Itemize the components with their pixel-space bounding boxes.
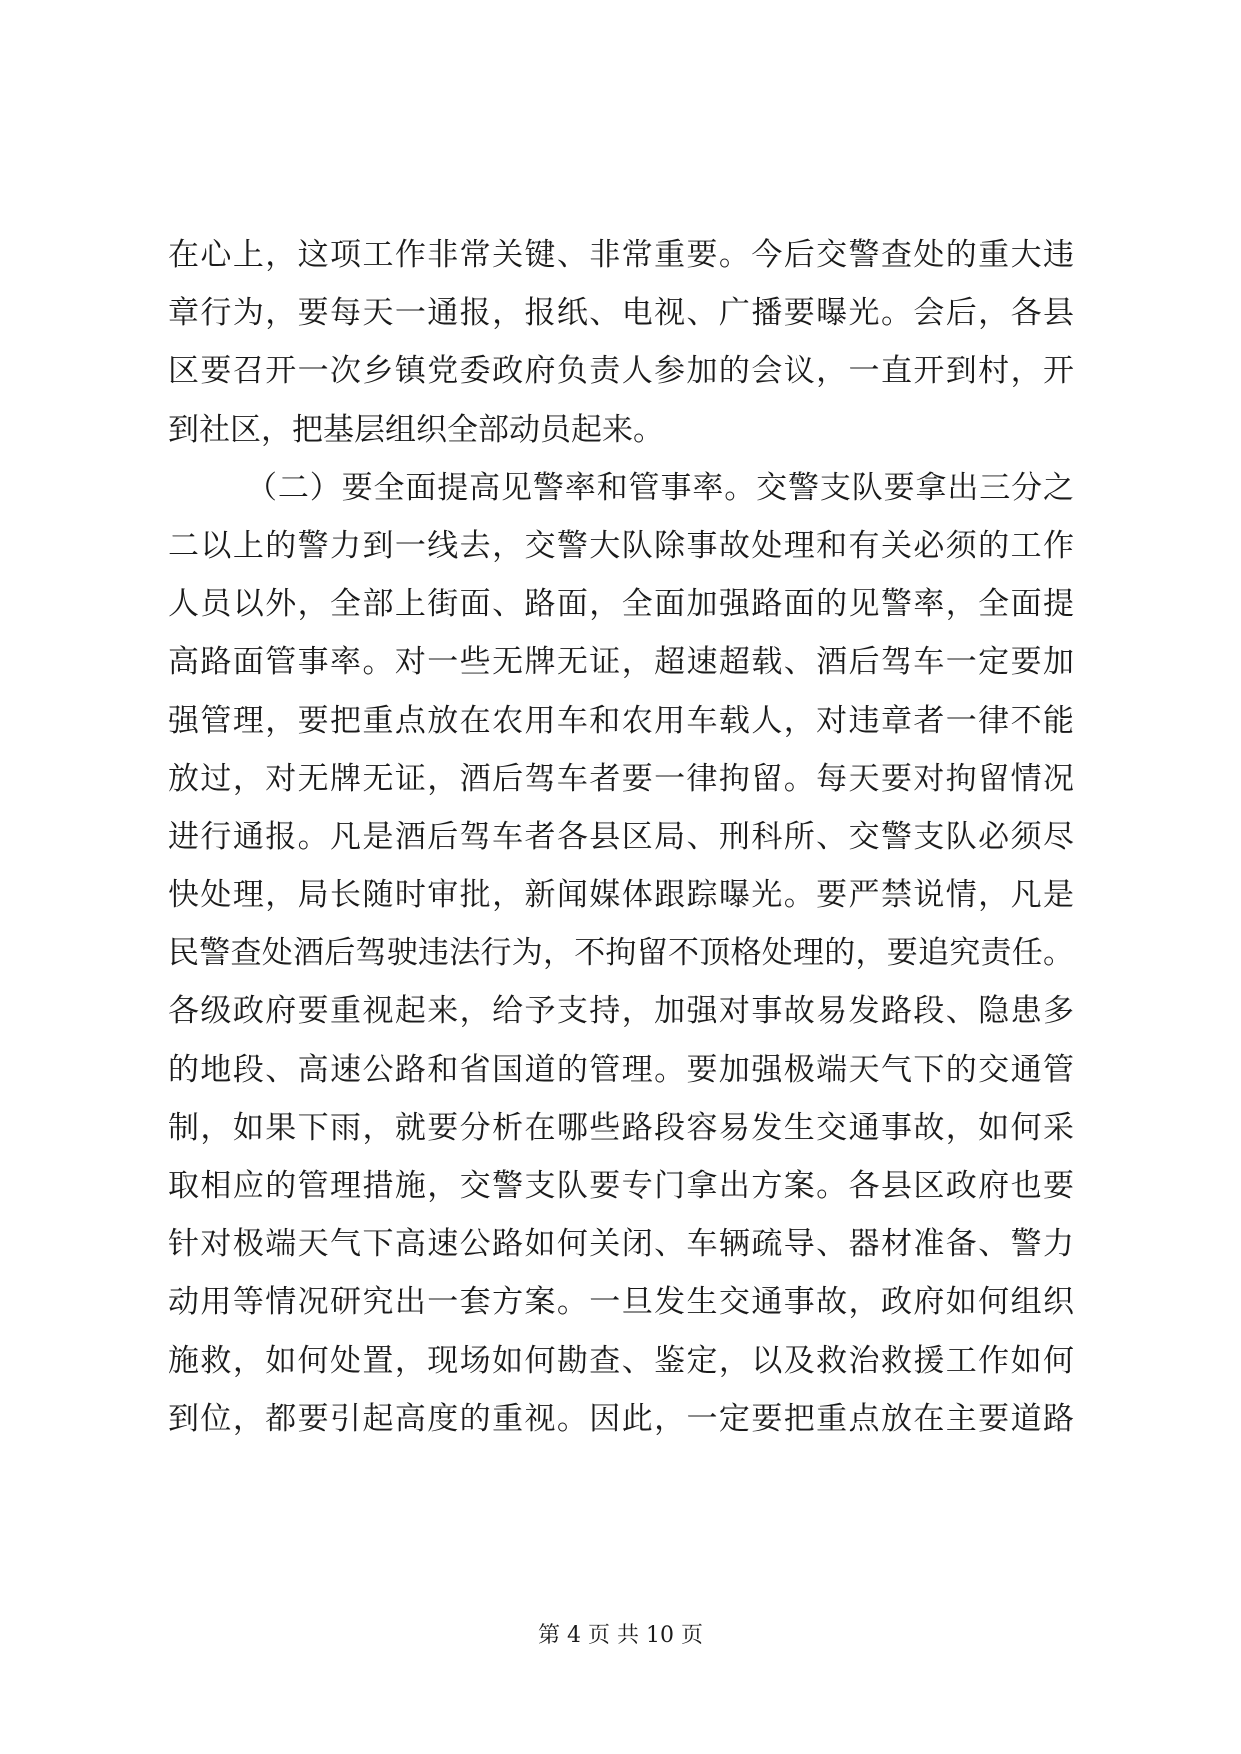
- text-line: 的地段、高速公路和省国道的管理。要加强极端天气下的交通管: [168, 1051, 1074, 1088]
- paragraph-2: [168, 459, 1074, 1448]
- text-line: 民警查处酒后驾驶违法行为，不拘留不顶格处理的，要追究责任。: [168, 935, 1074, 972]
- text-line: 各级政府要重视起来，给予支持，加强对事故易发路段、隐患多: [168, 993, 1074, 1030]
- text-line: 取相应的管理措施，交警支队要专门拿出方案。各县区政府也要: [168, 1168, 1074, 1204]
- text-line: 放过，对无牌无证，酒后驾车者要一律拘留。每天要对拘留情况: [168, 760, 1074, 797]
- document-body: [168, 226, 1074, 1448]
- text-line: 在心上，这项工作非常关键、非常重要。今后交警查处的重大违: [168, 237, 1074, 273]
- text-line: 到位，都要引起高度的重视。因此，一定要把重点放在主要道路: [168, 1400, 1074, 1437]
- text-line: 快处理，局长随时审批，新闻媒体跟踪曝光。要严禁说情，凡是: [168, 877, 1074, 914]
- text-line: （二）要全面提高见警率和管事率。交警支队要拿出三分之: [246, 469, 1074, 506]
- text-line: 人员以外，全部上街面、路面，全面加强路面的见警率，全面提: [168, 586, 1074, 623]
- text-line: 强管理，要把重点放在农用车和农用车载人，对违章者一律不能: [168, 702, 1074, 739]
- paragraph-1: [168, 226, 1074, 459]
- text-line: 到社区，把基层组织全部动员起来。: [168, 411, 664, 448]
- text-line: 制，如果下雨，就要分析在哪些路段容易发生交通事故，如何采: [168, 1109, 1074, 1146]
- text-line: 动用等情况研究出一套方案。一旦发生交通事故，政府如何组织: [168, 1284, 1074, 1321]
- text-line: 施救，如何处置，现场如何勘查、鉴定，以及救治救援工作如何: [168, 1342, 1074, 1379]
- text-line: 区要召开一次乡镇党委政府负责人参加的会议，一直开到村，开: [168, 353, 1074, 390]
- text-line: 进行通报。凡是酒后驾车者各县区局、刑科所、交警支队必须尽: [168, 818, 1074, 855]
- text-line: 针对极端天气下高速公路如何关闭、车辆疏导、器材准备、警力: [168, 1226, 1074, 1263]
- text-line: 二以上的警力到一线去，交警大队除事故处理和有关必须的工作: [168, 527, 1074, 564]
- text-line: 章行为，要每天一通报，报纸、电视、广播要曝光。会后，各县: [168, 295, 1074, 332]
- page-number-footer: 第 4 页 共 10 页: [538, 1623, 703, 1648]
- text-line: 高路面管事率。对一些无牌无证，超速超载、酒后驾车一定要加: [168, 644, 1074, 681]
